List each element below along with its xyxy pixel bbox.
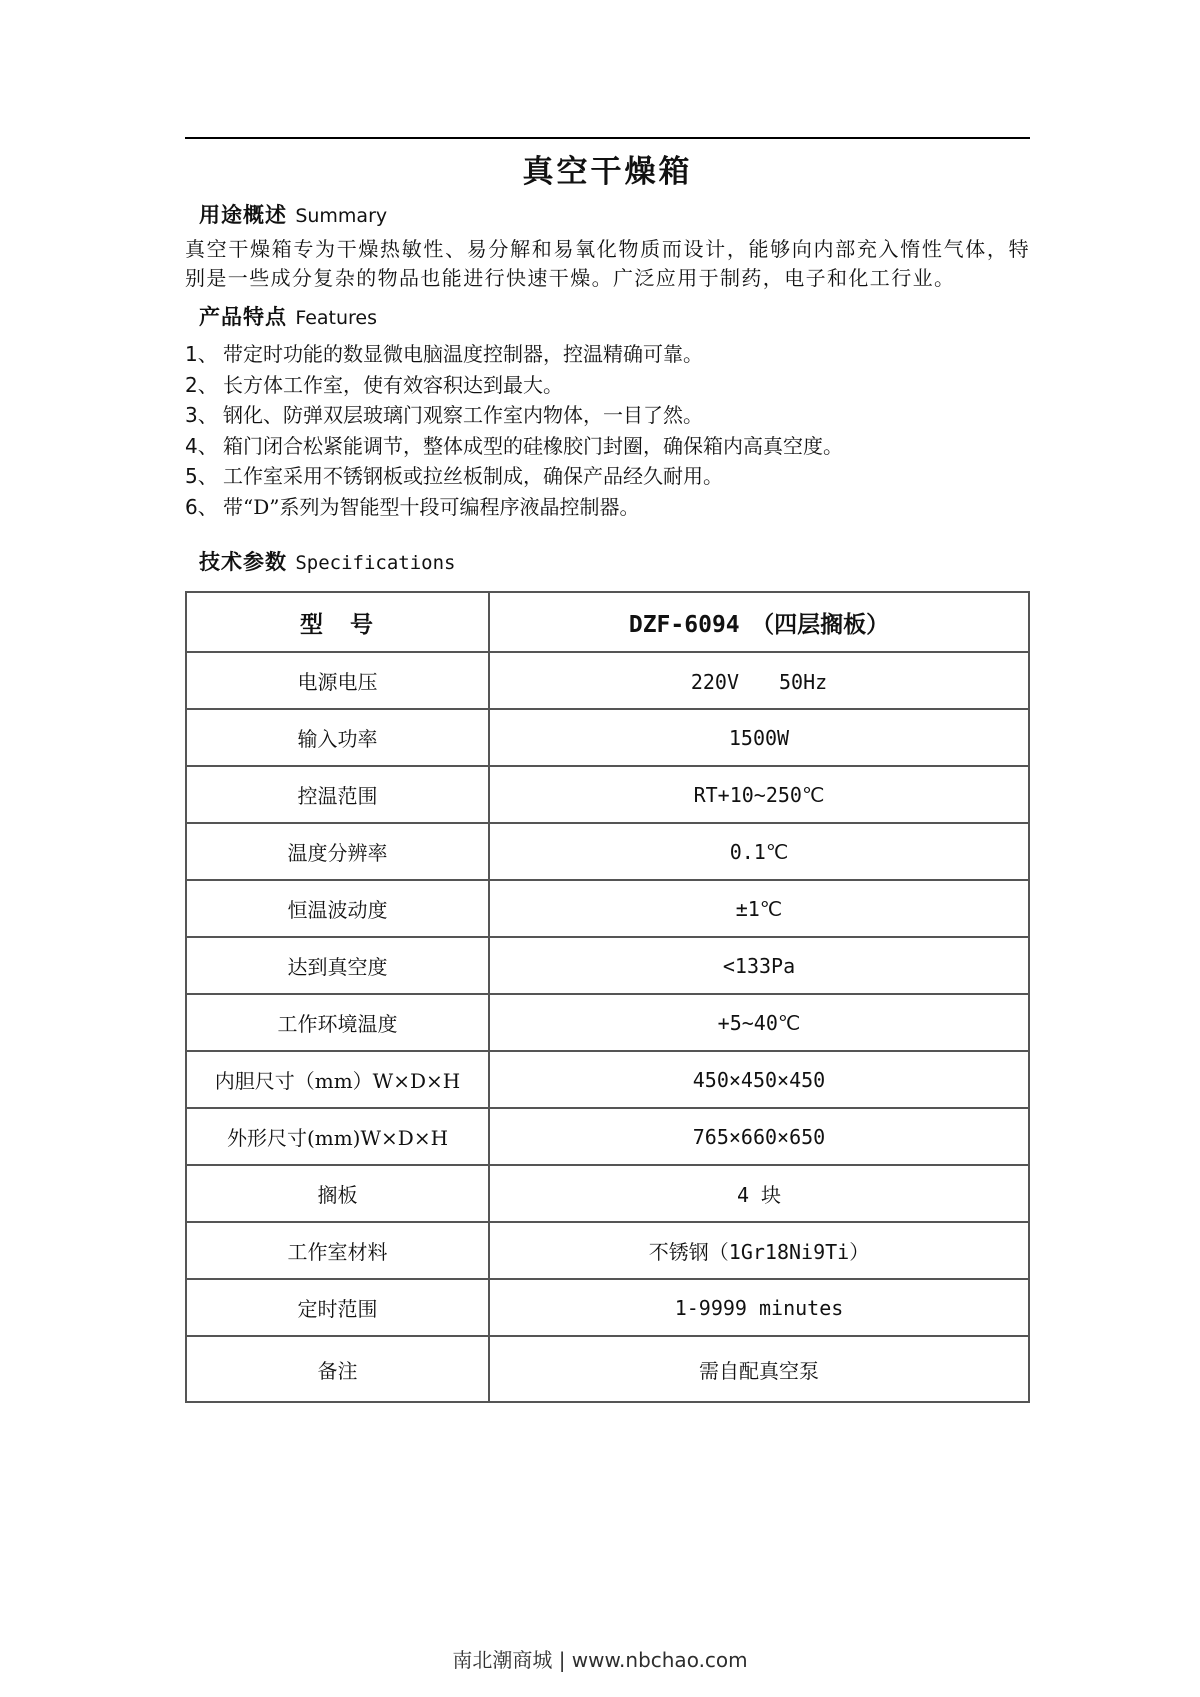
spec-row-input-power	[186, 709, 1029, 766]
spec-value: <133Pa	[489, 937, 1029, 994]
spec-row-ambient-temp	[186, 994, 1029, 1051]
spec-value: 765×660×650	[489, 1108, 1029, 1165]
page-title: 真空干燥箱	[522, 154, 693, 190]
specifications-heading-en: Specifications	[295, 552, 456, 574]
spec-label: 恒温波动度	[186, 880, 489, 937]
spec-value: 450×450×450	[489, 1051, 1029, 1108]
spec-label: 控温范围	[186, 766, 489, 823]
spec-value: 220V 50Hz	[489, 652, 1029, 709]
features-heading-en: Features	[295, 307, 378, 329]
spec-label: 外形尺寸(mm)W×D×H	[186, 1108, 489, 1165]
spec-row-outer-size	[186, 1108, 1029, 1165]
feature-item	[185, 400, 1030, 431]
feature-item	[185, 461, 1030, 492]
feature-item	[185, 339, 1030, 370]
spec-label: 工作室材料	[186, 1222, 489, 1279]
spec-label: 定时范围	[186, 1279, 489, 1336]
feature-text: 工作室采用不锈钢板或拉丝板制成，确保产品经久耐用。	[223, 464, 723, 488]
spec-value: 不锈钢（1Gr18Ni9Ti）	[489, 1222, 1029, 1279]
spec-row-shelves	[186, 1165, 1029, 1222]
feature-number: 2、	[185, 372, 218, 397]
features-heading	[199, 301, 1030, 331]
feature-item	[185, 370, 1030, 401]
specifications-heading-zh: 技术参数	[199, 549, 287, 574]
spec-label: 电源电压	[186, 652, 489, 709]
spec-row-vacuum-degree	[186, 937, 1029, 994]
spec-row-power-supply	[186, 652, 1029, 709]
page-footer: 南北潮商城 | www.nbchao.com	[452, 1648, 748, 1672]
feature-number: 6、	[185, 494, 218, 519]
summary-heading	[199, 199, 1030, 229]
spec-label: 温度分辨率	[186, 823, 489, 880]
feature-number: 5、	[185, 464, 218, 488]
spec-row-temp-range	[186, 766, 1029, 823]
spec-label: 内胆尺寸（mm）W×D×H	[186, 1051, 489, 1108]
spec-value: 需自配真空泵	[489, 1336, 1029, 1402]
feature-text: 箱门闭合松紧能调节，整体成型的硅橡胶门封圈，确保箱内高真空度。	[223, 433, 843, 458]
spec-row-temp-resolution	[186, 823, 1029, 880]
summary-heading-en: Summary	[295, 205, 388, 227]
spec-label: 达到真空度	[186, 937, 489, 994]
summary-heading-zh: 用途概述	[199, 202, 287, 227]
feature-item	[185, 431, 1030, 462]
spec-row-chamber-material	[186, 1222, 1029, 1279]
features-heading-zh: 产品特点	[199, 304, 287, 329]
feature-item	[185, 492, 1030, 523]
spec-label: 搁板	[186, 1165, 489, 1222]
specifications-table	[185, 591, 1030, 1403]
feature-number: 4、	[185, 433, 218, 458]
spec-row-timer-range	[186, 1279, 1029, 1336]
summary-paragraph: 真空干燥箱专为干燥热敏性、易分解和易氧化物质而设计，能够向内部充入惰性气体，特别是一些成分复杂的物品也能进行快速干燥。广泛应用于制药，电子和化工行业。	[185, 237, 1030, 290]
spec-label: 备注	[186, 1336, 489, 1402]
spec-label: 工作环境温度	[186, 994, 489, 1051]
document-content	[185, 0, 1030, 1403]
spec-row-remarks	[186, 1336, 1029, 1402]
feature-number: 3、	[185, 403, 218, 427]
spec-value: +5~40℃	[489, 994, 1029, 1051]
spec-value: RT+10~250℃	[489, 766, 1029, 823]
spec-value: 1-9999 minutes	[489, 1279, 1029, 1336]
specifications-heading	[199, 546, 1030, 576]
features-list	[185, 339, 1030, 522]
spec-header-row	[186, 592, 1029, 652]
spec-value: ±1℃	[489, 880, 1029, 937]
feature-text: 长方体工作室，使有效容积达到最大。	[223, 372, 563, 397]
feature-text: 钢化、防弹双层玻璃门观察工作室内物体，一目了然。	[223, 403, 703, 427]
feature-number: 1、	[185, 342, 218, 366]
feature-text: 带定时功能的数显微电脑温度控制器，控温精确可靠。	[223, 342, 703, 366]
header-rule	[185, 137, 1030, 139]
spec-value: 4 块	[489, 1165, 1029, 1222]
spec-row-inner-size	[186, 1051, 1029, 1108]
spec-row-temp-fluctuation	[186, 880, 1029, 937]
spec-value: 0.1℃	[489, 823, 1029, 880]
spec-value: 1500W	[489, 709, 1029, 766]
spec-header-value: DZF-6094 （四层搁板）	[489, 592, 1029, 652]
feature-text: 带“D”系列为智能型十段可编程序液晶控制器。	[223, 494, 640, 519]
spec-header-label: 型 号	[186, 592, 489, 652]
spec-label: 输入功率	[186, 709, 489, 766]
